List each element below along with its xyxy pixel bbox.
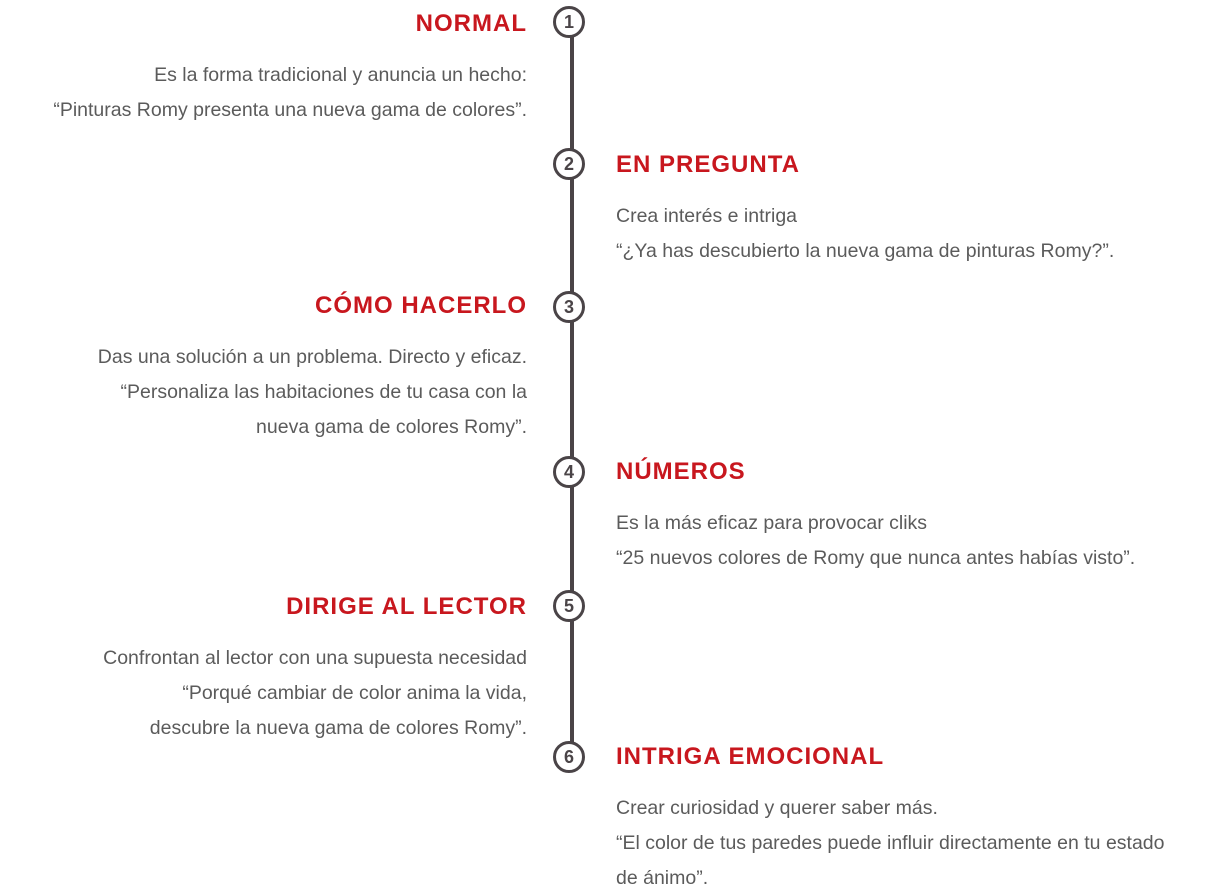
- step-4-number-badge: 4: [553, 456, 585, 488]
- step-5-block: [0, 591, 527, 746]
- step-3-line-2: “Personaliza las habitaciones de tu casa con la: [120, 381, 527, 403]
- step-6-title: INTRIGA EMOCIONAL: [616, 743, 885, 770]
- step-5-description: [0, 641, 527, 746]
- step-2-description: [616, 199, 1225, 269]
- step-5-line-1: Confrontan al lector con una supuesta necesidad: [103, 647, 527, 669]
- step-5-line-2: “Porqué cambiar de color anima la vida,: [182, 682, 527, 704]
- step-3-line-3: nueva gama de colores Romy”.: [256, 416, 527, 438]
- step-2-line-1: Crea interés e intriga: [616, 205, 798, 227]
- step-4-description: [616, 506, 1225, 576]
- step-6-description: [616, 791, 1225, 896]
- step-4-block: [616, 456, 1225, 576]
- step-4-line-2: “25 nuevos colores de Romy que nunca antes habías visto”.: [616, 547, 1136, 569]
- step-6-line-1: Crear curiosidad y querer saber más.: [616, 797, 938, 819]
- step-2-title: EN PREGUNTA: [616, 151, 800, 178]
- step-2-number-badge: 2: [553, 148, 585, 180]
- step-1-block: [0, 8, 527, 128]
- step-6-line-2: “El color de tus paredes puede influir directamente en tu estado: [616, 832, 1165, 854]
- step-3-line-1: Das una solución a un problema. Directo y eficaz.: [97, 346, 527, 368]
- step-3-title: CÓMO HACERLO: [315, 292, 527, 319]
- step-2-block: [616, 149, 1225, 269]
- step-5-number-badge: 5: [553, 590, 585, 622]
- step-1-number-badge: 1: [553, 6, 585, 38]
- step-6-number-badge: 6: [553, 741, 585, 773]
- step-1-title: NORMAL: [415, 10, 527, 37]
- step-1-description: [0, 58, 527, 128]
- step-5-title: DIRIGE AL LECTOR: [286, 593, 527, 620]
- step-2-line-2: “¿Ya has descubierto la nueva gama de pinturas Romy?”.: [616, 240, 1115, 262]
- step-4-line-1: Es la más eficaz para provocar cliks: [616, 512, 928, 534]
- step-3-description: [0, 340, 527, 445]
- step-4-title: NÚMEROS: [616, 458, 746, 485]
- step-3-number-badge: 3: [553, 291, 585, 323]
- timeline-line: [570, 22, 574, 760]
- step-3-block: [0, 290, 527, 445]
- step-5-line-3: descubre la nueva gama de colores Romy”.: [149, 717, 527, 739]
- step-6-line-3: de ánimo”.: [616, 867, 709, 889]
- step-1-line-2: “Pinturas Romy presenta una nueva gama de colores”.: [53, 99, 527, 121]
- step-6-block: [616, 741, 1225, 896]
- step-1-line-1: Es la forma tradicional y anuncia un hecho:: [154, 64, 527, 86]
